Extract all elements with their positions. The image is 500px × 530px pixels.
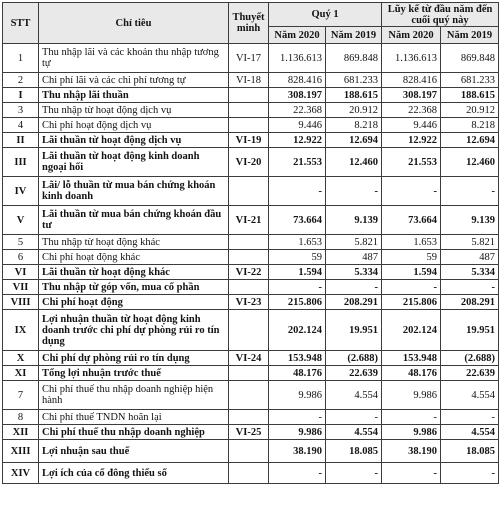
value-quarter-2020: 59 bbox=[269, 250, 326, 265]
table-row bbox=[3, 463, 499, 484]
value-ytd-2019: 8.218 bbox=[441, 118, 499, 133]
value-quarter-2020: - bbox=[269, 177, 326, 206]
value-ytd-2019: - bbox=[441, 177, 499, 206]
value-ytd-2019: 18.085 bbox=[441, 440, 499, 463]
value-quarter-2019: 681.233 bbox=[326, 73, 382, 88]
row-stt: X bbox=[3, 351, 39, 366]
value-ytd-2020: - bbox=[382, 463, 441, 484]
row-indicator: Chi phí thuế thu nhập doanh nghiệp bbox=[39, 425, 229, 440]
value-ytd-2019: 12.460 bbox=[441, 148, 499, 177]
value-quarter-2020: 308.197 bbox=[269, 88, 326, 103]
table-row bbox=[3, 351, 499, 366]
value-quarter-2020: 828.416 bbox=[269, 73, 326, 88]
row-note bbox=[229, 410, 269, 425]
row-indicator: Chi phí lãi và các chi phí tương tự bbox=[39, 73, 229, 88]
header-ytd-2020: Năm 2020 bbox=[382, 27, 441, 44]
row-note bbox=[229, 103, 269, 118]
value-ytd-2020: 21.553 bbox=[382, 148, 441, 177]
row-stt: 3 bbox=[3, 103, 39, 118]
row-note bbox=[229, 463, 269, 484]
row-indicator: Thu nhập từ hoạt động dịch vụ bbox=[39, 103, 229, 118]
row-indicator: Lãi thuần từ hoạt động khác bbox=[39, 265, 229, 280]
value-quarter-2019: 188.615 bbox=[326, 88, 382, 103]
table-row bbox=[3, 410, 499, 425]
row-indicator: Lợi nhuận sau thuế bbox=[39, 440, 229, 463]
value-quarter-2019: 5.334 bbox=[326, 265, 382, 280]
value-quarter-2020: 1.653 bbox=[269, 235, 326, 250]
table-header bbox=[3, 3, 499, 44]
value-ytd-2019: 9.139 bbox=[441, 206, 499, 235]
value-quarter-2020: 202.124 bbox=[269, 310, 326, 351]
row-stt: 8 bbox=[3, 410, 39, 425]
value-ytd-2019: 22.639 bbox=[441, 366, 499, 381]
table-row bbox=[3, 235, 499, 250]
row-note: VI-19 bbox=[229, 133, 269, 148]
row-note bbox=[229, 177, 269, 206]
value-quarter-2020: - bbox=[269, 463, 326, 484]
value-ytd-2020: 828.416 bbox=[382, 73, 441, 88]
row-stt: XIII bbox=[3, 440, 39, 463]
row-stt: VIII bbox=[3, 295, 39, 310]
value-quarter-2019: - bbox=[326, 463, 382, 484]
value-quarter-2020: - bbox=[269, 280, 326, 295]
table-row bbox=[3, 118, 499, 133]
value-ytd-2019: - bbox=[441, 410, 499, 425]
row-indicator: Chi phí thuế TNDN hoãn lại bbox=[39, 410, 229, 425]
value-ytd-2020: - bbox=[382, 177, 441, 206]
row-stt: 2 bbox=[3, 73, 39, 88]
row-stt: II bbox=[3, 133, 39, 148]
value-ytd-2019: (2.688) bbox=[441, 351, 499, 366]
header-quarter-2019: Năm 2019 bbox=[326, 27, 382, 44]
value-ytd-2020: 73.664 bbox=[382, 206, 441, 235]
value-ytd-2020: - bbox=[382, 280, 441, 295]
value-quarter-2020: 9.986 bbox=[269, 381, 326, 410]
value-quarter-2019: 18.085 bbox=[326, 440, 382, 463]
row-indicator: Thu nhập từ góp vốn, mua cổ phần bbox=[39, 280, 229, 295]
row-indicator: Chi phí hoạt động dịch vụ bbox=[39, 118, 229, 133]
value-quarter-2019: 9.139 bbox=[326, 206, 382, 235]
value-ytd-2020: 153.948 bbox=[382, 351, 441, 366]
value-ytd-2020: 9.986 bbox=[382, 381, 441, 410]
row-indicator: Lãi/ lỗ thuần từ mua bán chứng khoán kinh doanh bbox=[39, 177, 229, 206]
value-ytd-2019: 4.554 bbox=[441, 425, 499, 440]
row-stt: I bbox=[3, 88, 39, 103]
income-statement-table bbox=[2, 2, 499, 484]
row-indicator: Chi phí dự phòng rủi ro tín dụng bbox=[39, 351, 229, 366]
row-note bbox=[229, 88, 269, 103]
table-row bbox=[3, 103, 499, 118]
value-quarter-2020: 22.368 bbox=[269, 103, 326, 118]
header-note: Thuyết minh bbox=[229, 3, 269, 44]
value-quarter-2020: 215.806 bbox=[269, 295, 326, 310]
value-ytd-2019: 487 bbox=[441, 250, 499, 265]
value-ytd-2019: 188.615 bbox=[441, 88, 499, 103]
value-quarter-2020: - bbox=[269, 410, 326, 425]
row-note: VI-20 bbox=[229, 148, 269, 177]
row-stt: 5 bbox=[3, 235, 39, 250]
row-note bbox=[229, 310, 269, 351]
row-note bbox=[229, 366, 269, 381]
value-quarter-2019: 20.912 bbox=[326, 103, 382, 118]
row-indicator: Thu nhập từ hoạt động khác bbox=[39, 235, 229, 250]
value-ytd-2020: 22.368 bbox=[382, 103, 441, 118]
row-stt: VII bbox=[3, 280, 39, 295]
table-row bbox=[3, 148, 499, 177]
row-note: VI-24 bbox=[229, 351, 269, 366]
row-note bbox=[229, 381, 269, 410]
table-row bbox=[3, 44, 499, 73]
row-indicator: Lợi ích của cổ đông thiểu số bbox=[39, 463, 229, 484]
table-row bbox=[3, 310, 499, 351]
value-ytd-2019: 681.233 bbox=[441, 73, 499, 88]
row-indicator: Tổng lợi nhuận trước thuế bbox=[39, 366, 229, 381]
row-stt: V bbox=[3, 206, 39, 235]
table-row bbox=[3, 133, 499, 148]
table-row bbox=[3, 440, 499, 463]
row-stt: III bbox=[3, 148, 39, 177]
value-ytd-2019: 208.291 bbox=[441, 295, 499, 310]
value-quarter-2019: - bbox=[326, 410, 382, 425]
row-note bbox=[229, 235, 269, 250]
value-quarter-2019: 487 bbox=[326, 250, 382, 265]
header-indicator: Chỉ tiêu bbox=[39, 3, 229, 44]
table-row bbox=[3, 88, 499, 103]
row-stt: 6 bbox=[3, 250, 39, 265]
value-quarter-2019: 22.639 bbox=[326, 366, 382, 381]
row-stt: 4 bbox=[3, 118, 39, 133]
value-quarter-2020: 73.664 bbox=[269, 206, 326, 235]
table-row bbox=[3, 366, 499, 381]
value-ytd-2019: 5.821 bbox=[441, 235, 499, 250]
row-indicator: Lãi thuần từ hoạt động dịch vụ bbox=[39, 133, 229, 148]
row-note bbox=[229, 118, 269, 133]
row-indicator: Lợi nhuận thuần từ hoạt động kinh doanh trước chi phí dự phòng rủi ro tín dụng bbox=[39, 310, 229, 351]
value-ytd-2019: - bbox=[441, 280, 499, 295]
value-ytd-2020: 59 bbox=[382, 250, 441, 265]
value-quarter-2019: 8.218 bbox=[326, 118, 382, 133]
row-stt: 7 bbox=[3, 381, 39, 410]
value-quarter-2020: 12.922 bbox=[269, 133, 326, 148]
table-row bbox=[3, 73, 499, 88]
value-ytd-2020: 1.136.613 bbox=[382, 44, 441, 73]
value-quarter-2019: - bbox=[326, 177, 382, 206]
value-ytd-2020: 202.124 bbox=[382, 310, 441, 351]
value-ytd-2019: 869.848 bbox=[441, 44, 499, 73]
value-ytd-2019: - bbox=[441, 463, 499, 484]
value-quarter-2020: 1.594 bbox=[269, 265, 326, 280]
row-indicator: Chi phí hoạt động khác bbox=[39, 250, 229, 265]
value-ytd-2019: 4.554 bbox=[441, 381, 499, 410]
value-ytd-2020: 1.594 bbox=[382, 265, 441, 280]
table-row bbox=[3, 381, 499, 410]
value-ytd-2020: 1.653 bbox=[382, 235, 441, 250]
table-row bbox=[3, 280, 499, 295]
value-quarter-2019: 208.291 bbox=[326, 295, 382, 310]
value-ytd-2020: 308.197 bbox=[382, 88, 441, 103]
table-row bbox=[3, 425, 499, 440]
value-quarter-2019: 19.951 bbox=[326, 310, 382, 351]
header-quarter-2020: Năm 2020 bbox=[269, 27, 326, 44]
value-quarter-2020: 9.986 bbox=[269, 425, 326, 440]
value-ytd-2020: 38.190 bbox=[382, 440, 441, 463]
row-note: VI-17 bbox=[229, 44, 269, 73]
row-note: VI-23 bbox=[229, 295, 269, 310]
value-quarter-2019: (2.688) bbox=[326, 351, 382, 366]
row-note bbox=[229, 440, 269, 463]
table-row bbox=[3, 295, 499, 310]
row-stt: XIV bbox=[3, 463, 39, 484]
row-note bbox=[229, 280, 269, 295]
value-quarter-2020: 9.446 bbox=[269, 118, 326, 133]
value-quarter-2020: 48.176 bbox=[269, 366, 326, 381]
value-quarter-2020: 21.553 bbox=[269, 148, 326, 177]
value-quarter-2019: 5.821 bbox=[326, 235, 382, 250]
value-quarter-2019: 12.460 bbox=[326, 148, 382, 177]
row-note: VI-21 bbox=[229, 206, 269, 235]
table-row bbox=[3, 177, 499, 206]
value-quarter-2019: 4.554 bbox=[326, 381, 382, 410]
value-quarter-2020: 38.190 bbox=[269, 440, 326, 463]
header-quarter: Quý 1 bbox=[269, 3, 382, 27]
row-indicator: Lãi thuần từ hoạt động kinh doanh ngoại hối bbox=[39, 148, 229, 177]
value-quarter-2019: 12.694 bbox=[326, 133, 382, 148]
row-stt: VI bbox=[3, 265, 39, 280]
value-quarter-2019: 869.848 bbox=[326, 44, 382, 73]
table-row bbox=[3, 250, 499, 265]
table-row bbox=[3, 206, 499, 235]
row-note bbox=[229, 250, 269, 265]
row-indicator: Thu nhập lãi và các khoản thu nhập tương tự bbox=[39, 44, 229, 73]
value-ytd-2019: 19.951 bbox=[441, 310, 499, 351]
value-ytd-2020: - bbox=[382, 410, 441, 425]
value-ytd-2020: 12.922 bbox=[382, 133, 441, 148]
value-ytd-2019: 20.912 bbox=[441, 103, 499, 118]
row-stt: IV bbox=[3, 177, 39, 206]
row-stt: IX bbox=[3, 310, 39, 351]
row-indicator: Chi phí thuế thu nhập doanh nghiệp hiện hành bbox=[39, 381, 229, 410]
row-indicator: Thu nhập lãi thuần bbox=[39, 88, 229, 103]
header-stt: STT bbox=[3, 3, 39, 44]
value-quarter-2019: 4.554 bbox=[326, 425, 382, 440]
value-ytd-2019: 12.694 bbox=[441, 133, 499, 148]
value-quarter-2020: 153.948 bbox=[269, 351, 326, 366]
row-stt: XII bbox=[3, 425, 39, 440]
header-ytd-2019: Năm 2019 bbox=[441, 27, 499, 44]
row-note: VI-22 bbox=[229, 265, 269, 280]
row-stt: 1 bbox=[3, 44, 39, 73]
value-quarter-2020: 1.136.613 bbox=[269, 44, 326, 73]
table-body bbox=[3, 44, 499, 484]
row-indicator: Lãi thuần từ mua bán chứng khoán đầu tư bbox=[39, 206, 229, 235]
row-note: VI-18 bbox=[229, 73, 269, 88]
table-row bbox=[3, 265, 499, 280]
value-ytd-2020: 215.806 bbox=[382, 295, 441, 310]
value-ytd-2020: 9.986 bbox=[382, 425, 441, 440]
header-ytd: Lũy kế từ đầu năm đến cuối quý này bbox=[382, 3, 499, 27]
row-stt: XI bbox=[3, 366, 39, 381]
value-ytd-2020: 48.176 bbox=[382, 366, 441, 381]
value-quarter-2019: - bbox=[326, 280, 382, 295]
row-note: VI-25 bbox=[229, 425, 269, 440]
value-ytd-2020: 9.446 bbox=[382, 118, 441, 133]
row-indicator: Chi phí hoạt động bbox=[39, 295, 229, 310]
value-ytd-2019: 5.334 bbox=[441, 265, 499, 280]
